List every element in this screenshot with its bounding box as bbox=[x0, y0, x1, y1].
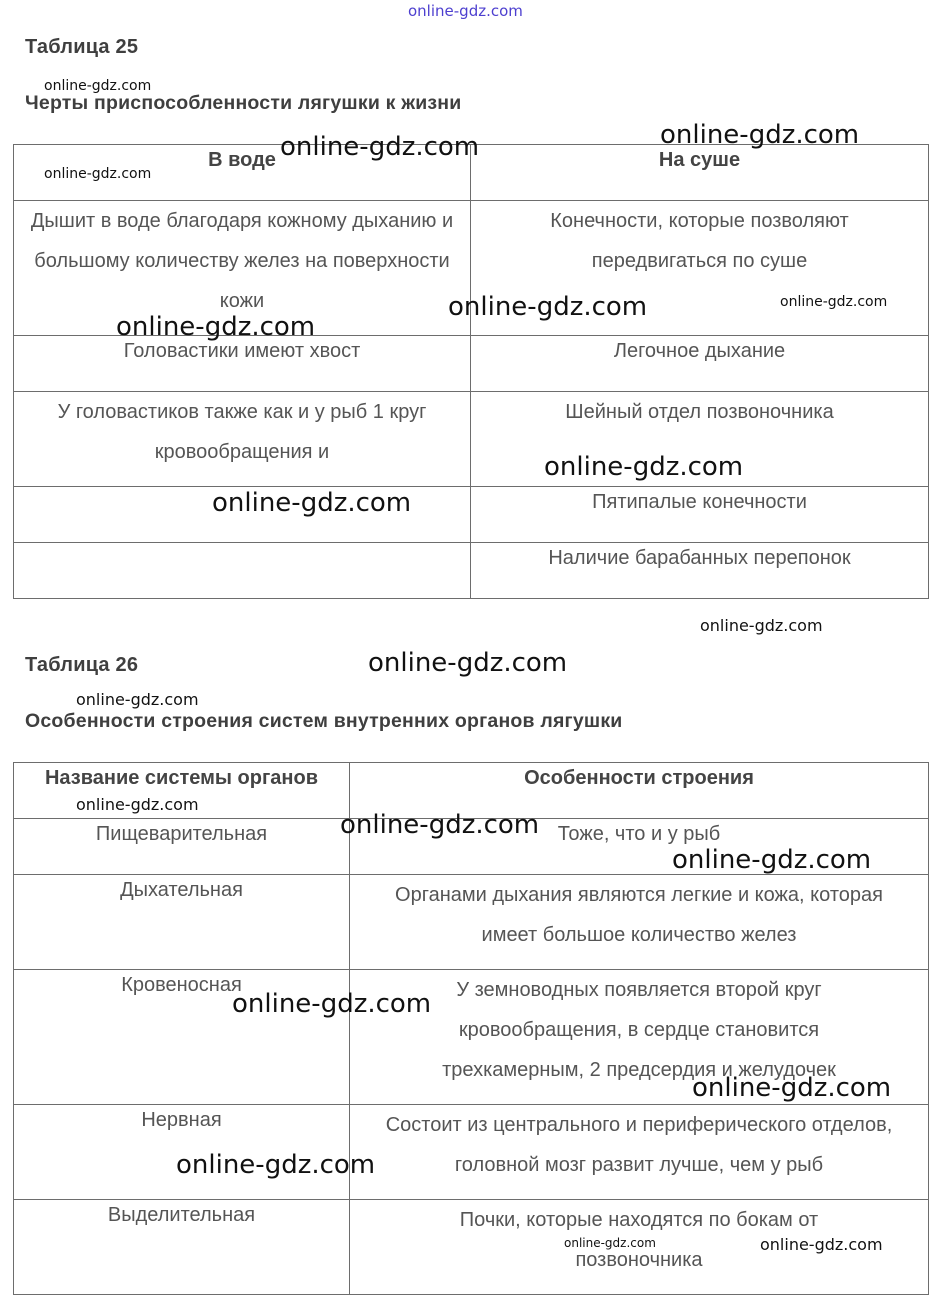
watermark: online-gdz.com bbox=[564, 1236, 656, 1250]
table25-cell: Наличие барабанных перепонок bbox=[471, 543, 929, 599]
table26-cell: Выделительная bbox=[14, 1200, 350, 1295]
table-row bbox=[14, 336, 929, 392]
watermark: online-gdz.com bbox=[116, 312, 316, 342]
watermark: online-gdz.com bbox=[176, 1150, 376, 1180]
table25-cell: Головастики имеют хвост bbox=[14, 336, 471, 392]
watermark: online-gdz.com bbox=[76, 690, 199, 709]
table25 bbox=[13, 144, 929, 599]
watermark: online-gdz.com bbox=[212, 488, 412, 518]
watermark: online-gdz.com bbox=[780, 294, 888, 310]
watermark: online-gdz.com bbox=[44, 78, 152, 94]
table-row bbox=[14, 1105, 929, 1200]
watermark: online-gdz.com bbox=[660, 120, 860, 150]
table26-cell: Органами дыхания являются легкие и кожа, которая имеет большое количество желез bbox=[350, 875, 929, 970]
table26-cell: Кровеносная bbox=[14, 970, 350, 1105]
watermark: online-gdz.com bbox=[340, 810, 540, 840]
table26-header-system: Название системы органов bbox=[14, 763, 350, 819]
table-row bbox=[14, 875, 929, 970]
table26-cell: Состоит из центрального и периферического отделов, головной мозг развит лучше, чем у рыб bbox=[350, 1105, 929, 1200]
watermark: online-gdz.com bbox=[448, 292, 648, 322]
watermark: online-gdz.com bbox=[672, 845, 872, 875]
table26-cell: Нервная bbox=[14, 1105, 350, 1200]
watermark: online-gdz.com bbox=[760, 1235, 883, 1254]
table26-cell: Почки, которые находятся по бокам от позвоночника bbox=[350, 1200, 929, 1295]
watermark: online-gdz.com bbox=[544, 452, 744, 482]
table26-label: Таблица 26 bbox=[25, 654, 139, 676]
table25-header-water: В воде bbox=[14, 145, 471, 201]
table25-cell: Шейный отдел позвоночника bbox=[471, 392, 929, 487]
table26-header-features: Особенности строения bbox=[350, 763, 929, 819]
site-header-link[interactable]: online-gdz.com bbox=[408, 2, 523, 20]
table25-cell bbox=[14, 543, 471, 599]
table26-cell: Пищеварительная bbox=[14, 819, 350, 875]
table25-cell: Дышит в воде благодаря кожному дыханию и большому количеству желез на поверхности кожи bbox=[14, 201, 471, 336]
table25-cell: Пятипалые конечности bbox=[471, 487, 929, 543]
watermark: online-gdz.com bbox=[700, 616, 823, 635]
watermark: online-gdz.com bbox=[280, 132, 480, 162]
table25-label: Таблица 25 bbox=[25, 36, 139, 58]
watermark: online-gdz.com bbox=[44, 166, 152, 182]
table26-cell: У земноводных появляется второй круг кровообращения, в сердце становится трехкамерным, 2 предсердия и желудочек bbox=[350, 970, 929, 1105]
table-row bbox=[14, 543, 929, 599]
table-row bbox=[14, 487, 929, 543]
watermark: online-gdz.com bbox=[232, 989, 432, 1019]
table25-cell: Конечности, которые позволяют передвигаться по суше bbox=[471, 201, 929, 336]
table25-cell: Легочное дыхание bbox=[471, 336, 929, 392]
watermark: online-gdz.com bbox=[692, 1073, 892, 1103]
table25-title: Черты приспособленности лягушки к жизни bbox=[25, 92, 462, 114]
table25-cell: У головастиков также как и у рыб 1 круг кровообращения и bbox=[14, 392, 471, 487]
table26 bbox=[13, 762, 929, 1295]
table-row bbox=[14, 392, 929, 487]
watermark: online-gdz.com bbox=[76, 795, 199, 814]
table26-cell: Дыхательная bbox=[14, 875, 350, 970]
table25-header-land: На суше bbox=[471, 145, 929, 201]
table26-cell: Тоже, что и у рыб bbox=[350, 819, 929, 875]
watermark: online-gdz.com bbox=[368, 648, 568, 678]
table26-title: Особенности строения систем внутренних органов лягушки bbox=[25, 710, 623, 732]
